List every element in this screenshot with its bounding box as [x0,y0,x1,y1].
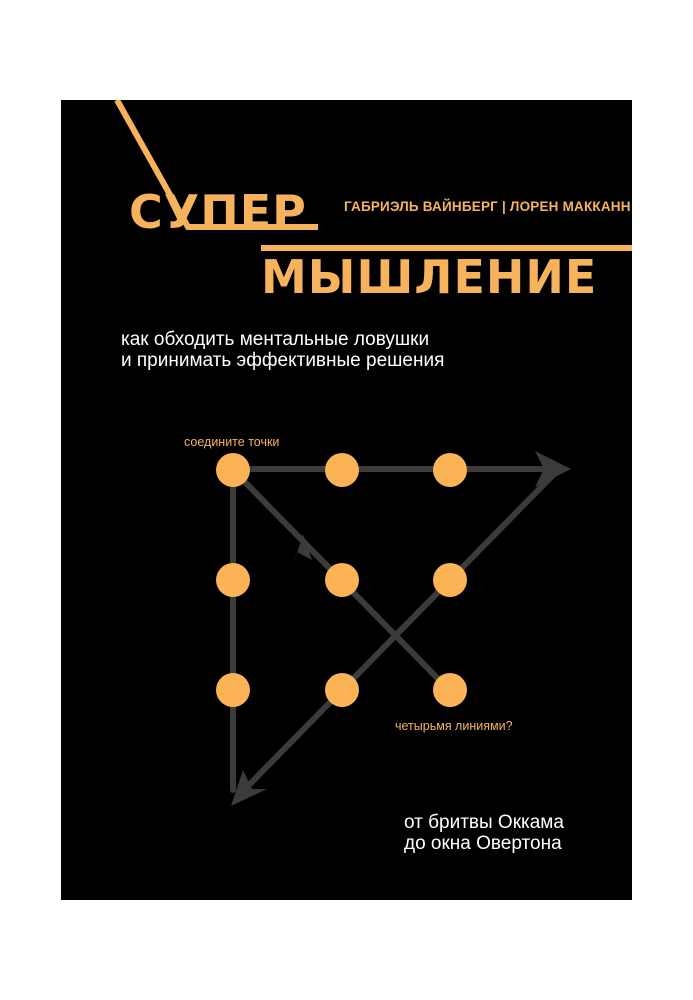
puzzle-line-diagonal-up [244,472,556,790]
title-line-2: МЫШЛЕНИЕ [261,250,598,304]
tagline-line-1: от бритвы Оккама [404,812,564,833]
title-line-1: СУПЕР [129,185,307,239]
subtitle-line-1: как обходить ментальные ловушки [121,329,430,350]
puzzle-dot [433,453,467,487]
puzzle-dot [325,673,359,707]
subtitle [121,329,444,371]
tagline-line-2: до окна Овертона [404,833,562,854]
subtitle-line-2: и принимать эффективные решения [121,350,445,371]
puzzle-dot [433,673,467,707]
authors: ГАБРИЭЛЬ ВАЙНБЕРГ | ЛОРЕН МАККАНН [344,199,631,214]
puzzle-prompt-bottom: четырьмя линиями? [395,719,513,733]
puzzle-dot [325,453,359,487]
tagline [404,812,564,854]
puzzle-dot [216,453,250,487]
puzzle-dot [216,673,250,707]
book-cover [61,100,632,900]
puzzle-dot [433,563,467,597]
puzzle-dot [325,563,359,597]
puzzle-dot [216,563,250,597]
puzzle-prompt-top: соедините точки [184,435,280,449]
